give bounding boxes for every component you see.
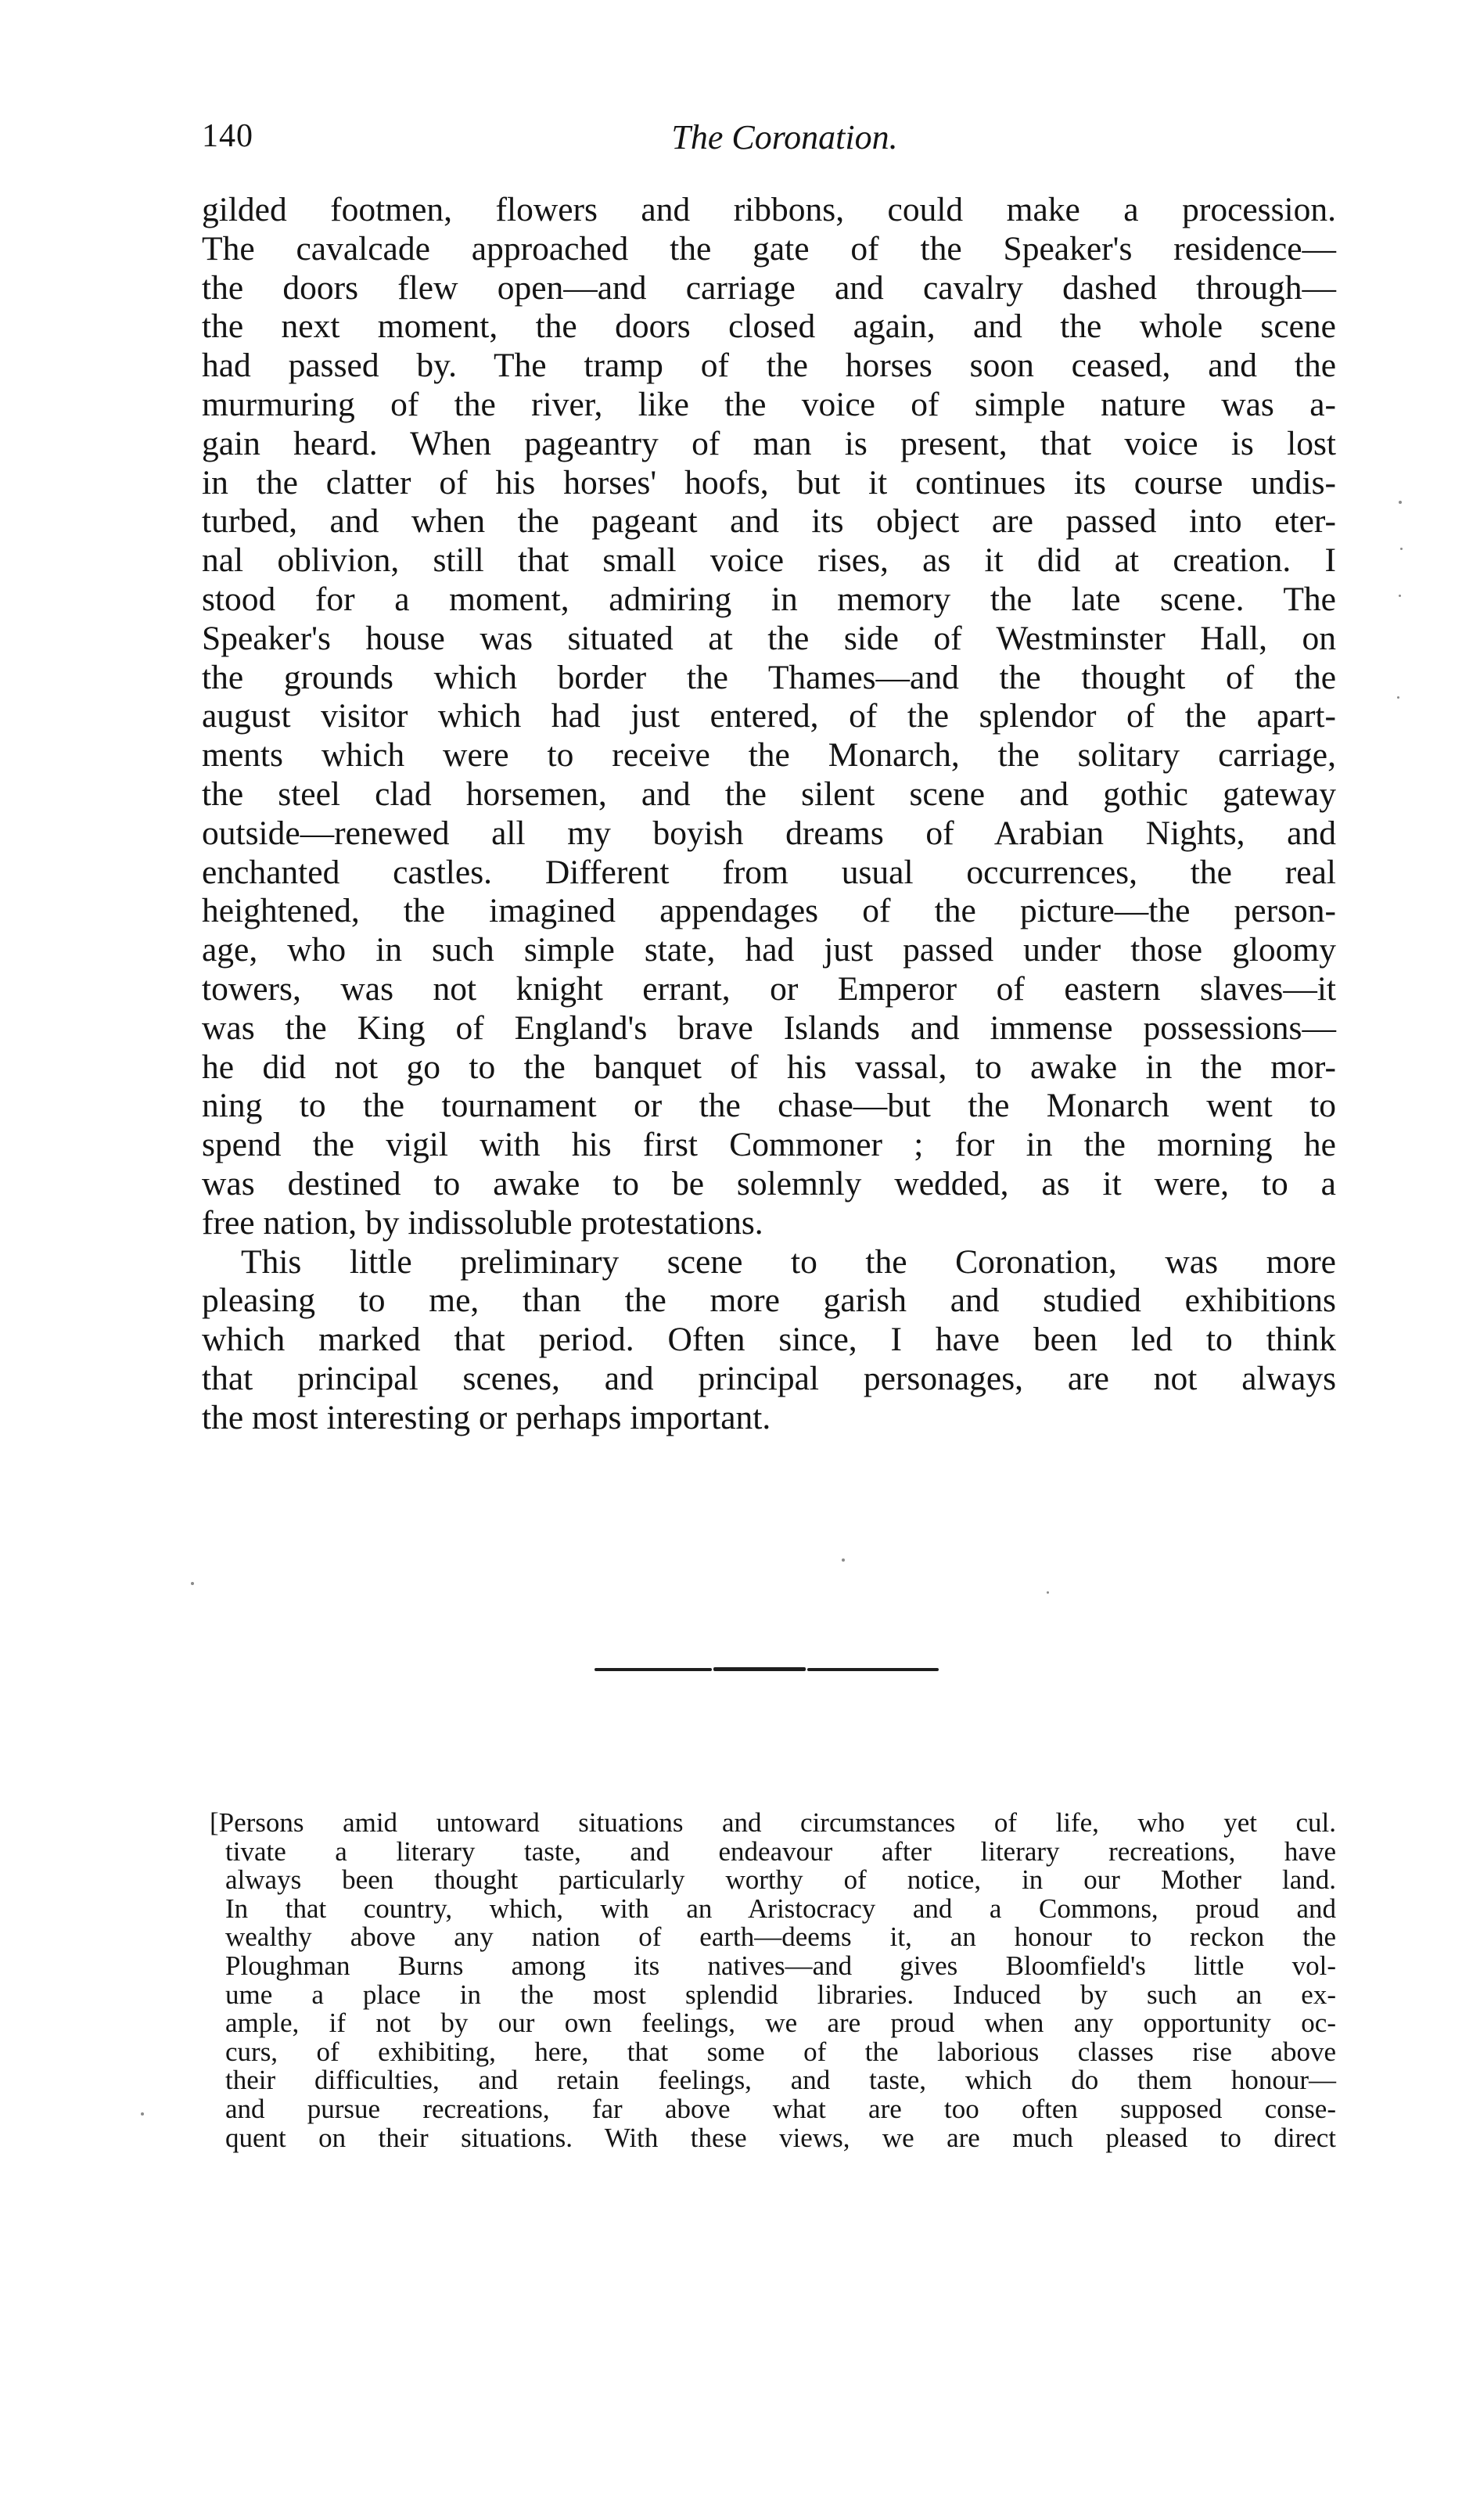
text-line: spend the vigil with his first Commoner ; for in the morning he <box>202 1126 1336 1164</box>
running-title: The Coronation. <box>671 118 898 156</box>
text-line: which marked that period. Often since, I have been led to think <box>202 1321 1336 1359</box>
text-line: age, who in such simple state, had just passed under those gloomy <box>202 931 1336 969</box>
text-line: the steel clad horsemen, and the silent scene and gothic gateway <box>202 775 1336 813</box>
footnote-line: always been thought particularly worthy of notice, in our Mother land. <box>225 1864 1336 1896</box>
paper-speck <box>1047 1591 1049 1594</box>
footnote-line: wealthy above any nation of earth—deems it, an honour to reckon the <box>225 1921 1336 1953</box>
page-number: 140 <box>202 118 253 154</box>
text-line: gilded footmen, flowers and ribbons, could make a procession. <box>202 191 1336 228</box>
text-line: murmuring of the river, like the voice of simple nature was a- <box>202 385 1336 423</box>
text-line: free nation, by indissoluble protestations. <box>202 1203 763 1242</box>
text-line: outside—renewed all my boyish dreams of Arabian Nights, and <box>202 814 1336 852</box>
text-line: This little preliminary scene to the Coronation, was more <box>241 1242 1336 1281</box>
paper-speck <box>1400 548 1403 550</box>
divider-rule-segment <box>713 1667 806 1671</box>
footnote-block <box>202 1809 1336 2152</box>
text-line: gain heard. When pageantry of man is present, that voice is lost <box>202 424 1336 462</box>
section-divider-ornament <box>595 1663 939 1676</box>
footnote-line: In that country, which, with an Aristocracy and a Commons, proud and <box>225 1893 1336 1924</box>
text-line: turbed, and when the pageant and its object are passed into eter- <box>202 502 1336 541</box>
footnote-line: Ploughman Burns among its natives—and gives Bloomfield's little vol- <box>225 1950 1336 1981</box>
paper-speck <box>191 1582 194 1585</box>
footnote-line: [Persons amid untoward situations and circumstances of life, who yet cul. <box>210 1807 1336 1838</box>
paper-speck <box>1397 696 1399 699</box>
text-line: was destined to awake to be solemnly wedded, as it were, to a <box>202 1164 1336 1202</box>
text-line: enchanted castles. Different from usual occurrences, the real <box>202 853 1336 891</box>
footnote-line: ample, if not by our own feelings, we are proud when any opportunity oc- <box>225 2008 1336 2039</box>
text-line: heightened, the imagined appendages of the picture—the person- <box>202 892 1336 930</box>
running-head <box>202 117 1336 164</box>
text-line: The cavalcade approached the gate of the Speaker's residence— <box>202 229 1336 268</box>
text-line: nal oblivion, still that small voice rises, as it did at creation. I <box>202 541 1336 580</box>
footnote-line: quent on their situations. With these views, we are much pleased to direct <box>225 2122 1336 2153</box>
footnote-line: tivate a literary taste, and endeavour after literary recreations, have <box>225 1835 1336 1867</box>
text-line: pleasing to me, than the more garish and studied exhibitions <box>202 1282 1336 1320</box>
text-line: august visitor which had just entered, of the splendor of the apart- <box>202 697 1336 735</box>
text-line: towers, was not knight errant, or Emperor of eastern slaves—it <box>202 969 1336 1008</box>
text-line: the most interesting or perhaps important. <box>202 1398 771 1436</box>
paragraph-2 <box>202 1243 1336 1438</box>
text-line: was the King of England's brave Islands and immense possessions— <box>202 1008 1336 1047</box>
paper-speck <box>1399 595 1401 597</box>
text-line: he did not go to the banquet of his vassal, to awake in the mor- <box>202 1048 1336 1086</box>
text-line: stood for a moment, admiring in memory the late scene. The <box>202 580 1336 618</box>
text-line: the grounds which border the Thames—and the thought of the <box>202 658 1336 696</box>
text-line: the next moment, the doors closed again, and the whole scene <box>202 307 1336 346</box>
footnote-line: ume a place in the most splendid libraries. Induced by such an ex- <box>225 1979 1336 2010</box>
text-line: in the clatter of his horses' hoofs, but it continues its course undis- <box>202 463 1336 501</box>
text-line: had passed by. The tramp of the horses soon ceased, and the <box>202 347 1336 385</box>
text-line: that principal scenes, and principal personages, are not always <box>202 1359 1336 1397</box>
footnote-line: curs, of exhibiting, here, that some of the laborious classes rise above <box>225 2036 1336 2067</box>
paper-speck <box>1399 501 1402 504</box>
paragraph-1 <box>202 191 1336 1243</box>
text-line: the doors flew open—and carriage and cavalry dashed through— <box>202 268 1336 307</box>
main-text <box>202 191 1336 1438</box>
divider-rule-segment <box>807 1668 939 1671</box>
paper-speck <box>141 2112 144 2116</box>
text-line: Speaker's house was situated at the side of Westminster Hall, on <box>202 619 1336 657</box>
text-line: ments which were to receive the Monarch, the solitary carriage, <box>202 736 1336 775</box>
text-line: ning to the tournament or the chase—but the Monarch went to <box>202 1087 1336 1125</box>
divider-rule-segment <box>595 1668 712 1671</box>
paper-speck <box>842 1558 845 1562</box>
footnote-line: and pursue recreations, far above what are too often supposed conse- <box>225 2093 1336 2124</box>
footnote-line: their difficulties, and retain feelings, and taste, which do them honour— <box>225 2065 1336 2096</box>
